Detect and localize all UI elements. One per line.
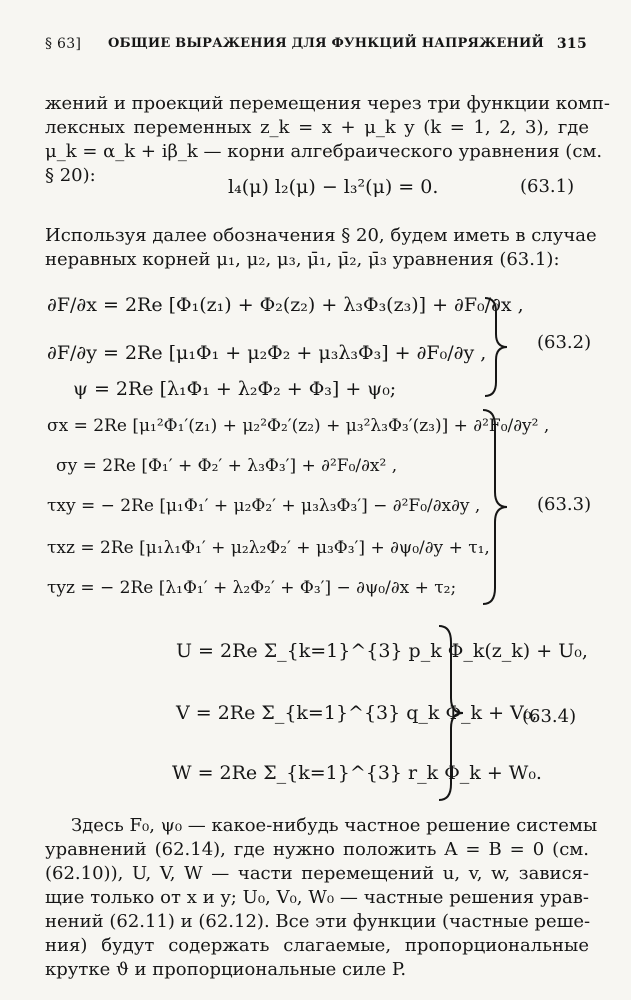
intro-line-3: μ_k = α_k + iβ_k — корни алгебраического уравнения (см. [45, 141, 603, 162]
intro-line-4: § 20): [45, 165, 96, 186]
right-brace-63-3 [480, 408, 510, 606]
equation-63-4-c: W = 2Re Σ_{k=1}^{3} r_k Φ_k + W₀. [172, 762, 542, 784]
closing-line-2: уравнений (62.14), где нужно положить A = B = 0 (см. [45, 839, 589, 860]
closing-line-6: ния) будут содержать слагаемые, пропорциональные [45, 935, 589, 956]
middle-line-1: Используя далее обозначения § 20, будем иметь в случае [45, 225, 597, 246]
closing-line-3: (62.10)), U, V, W — части перемещений u, v, w, завися- [45, 863, 589, 884]
equation-number-63-2: (63.2) [537, 332, 592, 353]
middle-paragraph [45, 224, 597, 272]
closing-line-5: нений (62.11) и (62.12). Все эти функции (частные реше- [45, 911, 591, 932]
closing-line-7: крутке ϑ и пропорциональные силе P. [45, 959, 407, 980]
page-number: 315 [556, 36, 587, 52]
right-brace-63-4 [436, 624, 466, 802]
equation-number-63-3: (63.3) [537, 494, 592, 515]
closing-paragraph [45, 814, 598, 982]
equation-63-3-a: σx = 2Re [μ₁²Φ₁′(z₁) + μ₂²Φ₂′(z₂) + μ₃²λ₃Φ₃′(z₃)] + ∂²F₀/∂y² , [47, 416, 550, 436]
equation-63-2-b: ∂F/∂y = 2Re [μ₁Φ₁ + μ₂Φ₂ + μ₃λ₃Φ₃] + ∂F₀/∂y , [47, 342, 487, 364]
closing-line-1: Здесь F₀, ψ₀ — какое-нибудь частное решение системы [71, 815, 598, 836]
equation-63-1: l₄(μ) l₂(μ) − l₃²(μ) = 0. [228, 176, 439, 198]
middle-line-2: неравных корней μ₁, μ₂, μ₃, μ̄₁, μ̄₂, μ̄₃ уравнения (63.1): [45, 249, 560, 270]
intro-line-2: лексных переменных z_k = x + μ_k y (k = 1, 2, 3), где [45, 117, 589, 138]
running-header-section: § 63] [45, 36, 82, 52]
equation-63-3-b: σy = 2Re [Φ₁′ + Φ₂′ + λ₃Φ₃′] + ∂²F₀/∂x² , [56, 456, 398, 476]
intro-line-1: жений и проекций перемещения через три функции комп- [45, 93, 610, 114]
right-brace-63-2 [482, 296, 510, 398]
equation-number-63-1: (63.1) [520, 176, 575, 197]
equation-63-2-c: ψ = 2Re [λ₁Φ₁ + λ₂Φ₂ + Φ₃] + ψ₀; [73, 378, 397, 400]
equation-63-2-a: ∂F/∂x = 2Re [Φ₁(z₁) + Φ₂(z₂) + λ₃Φ₃(z₃)] + ∂F₀/∂x , [47, 294, 524, 316]
equation-63-3-c: τxy = − 2Re [μ₁Φ₁′ + μ₂Φ₂′ + μ₃λ₃Φ₃′] − ∂²F₀/∂x∂y , [47, 496, 481, 516]
closing-line-4: щие только от x и y; U₀, V₀, W₀ — частные решения урав- [45, 887, 589, 908]
equation-63-4-b: V = 2Re Σ_{k=1}^{3} q_k Φ_k + V₀, [176, 702, 538, 724]
equation-63-3-d: τxz = 2Re [μ₁λ₁Φ₁′ + μ₂λ₂Φ₂′ + μ₃Φ₃′] + ∂ψ₀/∂y + τ₁, [47, 538, 490, 558]
equation-63-3-e: τyz = − 2Re [λ₁Φ₁′ + λ₂Φ₂′ + Φ₃′] − ∂ψ₀/∂x + τ₂; [47, 578, 457, 598]
equation-number-63-4: (63.4) [522, 706, 577, 727]
intro-paragraph [45, 92, 610, 188]
equation-63-4-a: U = 2Re Σ_{k=1}^{3} p_k Φ_k(z_k) + U₀, [176, 640, 588, 662]
running-header-title: ОБЩИЕ ВЫРАЖЕНИЯ ДЛЯ ФУНКЦИЙ НАПРЯЖЕНИЙ [108, 36, 544, 51]
